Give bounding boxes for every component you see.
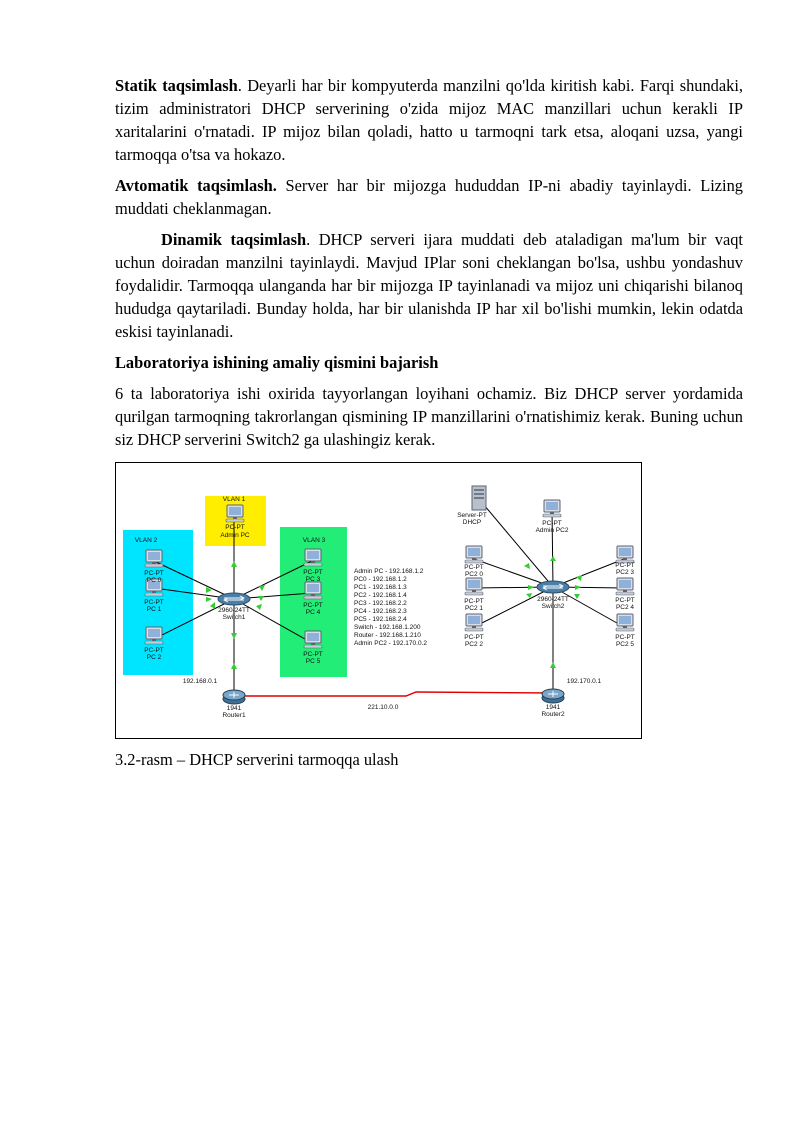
pc2-5-label: PC2 5 <box>615 641 635 648</box>
pc3-label: PC 3 <box>305 576 321 583</box>
term-dynamic: Dinamik taqsimlash <box>161 230 307 249</box>
section-heading: Laboratoriya ishining amaliy qismini bajarish <box>115 353 439 372</box>
pc0-type: PC-PT <box>144 570 164 577</box>
router1-model: 1941 <box>226 705 242 712</box>
pc2-2-label: PC2 2 <box>464 641 484 648</box>
address-list <box>354 568 427 647</box>
address-line: Switch - 192.168.1.200 <box>354 624 421 631</box>
text-automatic: Server har bir mijozga hududdan IP-ni abadiy tayinlaydi. Lizing muddati cheklanmagan. <box>115 176 743 218</box>
paragraph-intro: 6 ta laboratoriya ishi oxirida tayyorlangan loyihani ochamiz. Biz DHCP server yordamida qurilgan tarmoqning takrorlangan qismining IP manzillarini o'rnatishimiz kerak. Buning uchun siz DHCP serverini Switch2 ga ulashingiz kerak. <box>115 384 743 449</box>
admin-pc-type: PC-PT <box>225 524 245 531</box>
router2-model: 1941 <box>545 704 561 711</box>
switch1-icon[interactable] <box>218 593 250 605</box>
figure-caption: 3.2-rasm – DHCP serverini tarmoqqa ulash <box>115 750 399 769</box>
vlan2-label: VLAN 2 <box>134 537 158 544</box>
server-label: DHCP <box>462 519 482 526</box>
text-static: . Deyarli har bir kompyuterda manzilni qo'lda kiritish kabi. Farqi shundaki, tizim administratori DHCP serverining o'zida mijoz MAC manzillari uchun kerakli IP xaritalarini o'rnatadi. IP mijoz bilan qoladi, hatto u tarmoqni tark etsa, aloqani uzsa, yangi tarmoqqa o'tsa va hokazo. <box>115 76 743 164</box>
switch2-label: Switch2 <box>541 603 565 610</box>
network-diagram-svg <box>116 463 641 738</box>
router1-icon[interactable] <box>223 690 245 704</box>
paragraph-dynamic <box>115 228 743 343</box>
paragraph-static <box>115 74 743 166</box>
pc2-3-icon[interactable] <box>616 546 634 563</box>
pc1-label: PC 1 <box>146 606 162 613</box>
text-dynamic: . DHCP serveri ijara muddati deb ataladigan ma'lum bir vaqt uchun doiradan manzilni tayinlaydi. Mavjud IPlar soni cheklangan bo'lsa, ushbu yondashuv foydalidir. Tarmoqqa ulanganda har bir mijozga IP tayinlanadi va mijoz uni chiqarishi bilanoq hududga qaytariladi. Bunday holda, har bir ulanishda IP har xil bo'lishi mumkin, lekin odatda eskisi tayinlanadi. <box>115 230 743 341</box>
admin-pc2-label: Admin PC2 <box>535 527 569 534</box>
pc2-3-label: PC2 3 <box>615 569 635 576</box>
vlan1-label: VLAN 1 <box>222 496 246 503</box>
pc3-type: PC-PT <box>303 569 323 576</box>
address-line: PC2 - 192.168.1.4 <box>354 592 407 599</box>
address-line: PC4 - 192.168.2.3 <box>354 608 407 615</box>
address-line: Router - 192.168.1.210 <box>354 632 421 639</box>
paragraph-automatic <box>115 174 743 220</box>
router2-icon[interactable] <box>542 689 564 703</box>
pc5-type: PC-PT <box>303 651 323 658</box>
pc2-icon[interactable] <box>145 627 163 644</box>
admin-pc-icon[interactable] <box>226 505 244 522</box>
pc2-4-icon[interactable] <box>616 578 634 595</box>
pc2-3-type: PC-PT <box>615 562 635 569</box>
pc1-type: PC-PT <box>144 599 164 606</box>
pc2-1-type: PC-PT <box>464 598 484 605</box>
vlan3-label: VLAN 3 <box>302 537 326 544</box>
router1-label: Router1 <box>222 712 246 719</box>
pc2-4-type: PC-PT <box>615 597 635 604</box>
admin-pc-label: Admin PC <box>220 532 250 539</box>
document-page <box>115 74 743 771</box>
pc3-icon[interactable] <box>304 549 322 566</box>
address-line: PC3 - 192.168.2.2 <box>354 600 407 607</box>
pc2-0-type: PC-PT <box>464 564 484 571</box>
term-automatic: Avtomatik taqsimlash. <box>115 176 277 195</box>
pc2-0-icon[interactable] <box>465 546 483 563</box>
pc2-1-icon[interactable] <box>465 578 483 595</box>
pc2-5-icon[interactable] <box>616 614 634 631</box>
pc2-label: PC 2 <box>146 654 162 661</box>
serial-link <box>234 692 556 696</box>
address-line: PC0 - 192.168.1.2 <box>354 576 407 583</box>
net1-label: 192.168.0.1 <box>182 678 218 685</box>
pc2-1-label: PC2 1 <box>464 605 484 612</box>
admin-pc2-type: PC-PT <box>542 520 562 527</box>
pc0-label: PC 0 <box>146 577 162 584</box>
switch1-model: 2960-24TT <box>218 607 250 614</box>
wan-label: 221.10.0.0 <box>367 704 399 711</box>
pc5-icon[interactable] <box>304 631 322 648</box>
pc4-type: PC-PT <box>303 602 323 609</box>
pc4-label: PC 4 <box>305 609 321 616</box>
address-line: Admin PC2 - 192.170.0.2 <box>354 640 427 647</box>
pc2-5-type: PC-PT <box>615 634 635 641</box>
net2-label: 192.170.0.1 <box>566 678 602 685</box>
switch1-label: Switch1 <box>222 614 246 621</box>
switch2-model: 2960-24TT <box>537 596 569 603</box>
router2-label: Router2 <box>541 711 565 718</box>
pc2-4-label: PC2 4 <box>615 604 635 611</box>
pc0-icon[interactable] <box>145 550 163 567</box>
pc2-2-icon[interactable] <box>465 614 483 631</box>
dhcp-server-icon[interactable] <box>472 486 486 510</box>
pc4-icon[interactable] <box>304 582 322 599</box>
switch2-icon[interactable] <box>537 581 569 593</box>
network-diagram <box>115 462 642 739</box>
address-line: PC1 - 192.168.1.3 <box>354 584 407 591</box>
pc2-0-label: PC2 0 <box>464 571 484 578</box>
pc5-label: PC 5 <box>305 658 321 665</box>
server-type: Server-PT <box>457 512 487 519</box>
address-line: Admin PC - 192.168.1.2 <box>354 568 424 575</box>
pc2-type: PC-PT <box>144 647 164 654</box>
pc2-2-type: PC-PT <box>464 634 484 641</box>
term-static: Statik taqsimlash <box>115 76 238 95</box>
address-line: PC5 - 192.168.2.4 <box>354 616 407 623</box>
admin-pc2-icon[interactable] <box>543 500 561 517</box>
